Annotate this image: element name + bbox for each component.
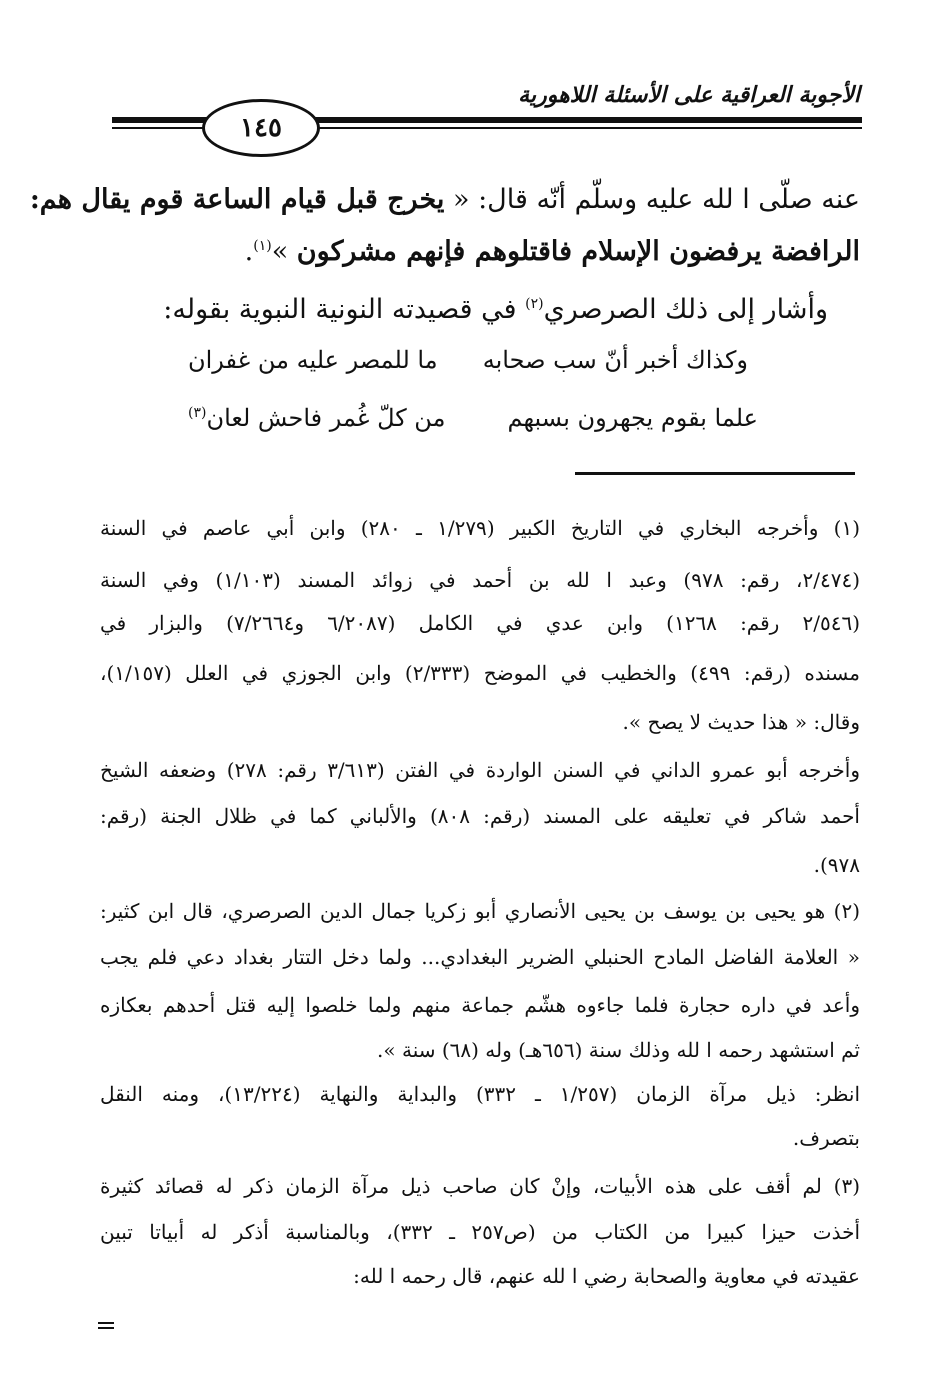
footnote-1-line: وأخرجه أبو عمرو الداني في السنن الواردة في الفتن (٣/٦١٣ رقم: ٢٧٨) وضعفه الشيخ bbox=[100, 758, 860, 782]
verse-line-1 bbox=[168, 346, 788, 386]
footnote-2-line: بتصرف. bbox=[792, 1126, 860, 1150]
quote-close: » bbox=[271, 236, 297, 267]
footnote-ref: (٢) bbox=[525, 296, 544, 312]
period: . bbox=[244, 236, 254, 267]
footnote-1-line: (٢/٤٧٤، رقم: ٩٧٨) وعبد ا لله بن أحمد في زوائد المسند (١/١٠٣) وفي السنة bbox=[100, 568, 861, 592]
footnote-2-line: « العلامة الفاضل المادح الحنبلي الضرير البغدادي... ولما دخل التتار بغداد دعي فلم يجب bbox=[100, 945, 860, 969]
verse-line-2 bbox=[168, 404, 788, 444]
footnote-2-line: وأعد في داره حجارة فلما جاءوه هشّم جماعة منهم ولما خلصوا إليه قتل أحدهم بعكازه bbox=[100, 993, 860, 1017]
running-title: الأجوبة العراقية على الأسئلة اللاهورية bbox=[518, 82, 860, 108]
footnote-ref: (٣) bbox=[188, 405, 207, 421]
page-number: ١٤٥ bbox=[202, 99, 320, 157]
verse-second-hemistich-wrap bbox=[188, 404, 445, 432]
footnote-1-line: (٢/٥٤٦ رقم: ١٢٦٨) وابن عدي في الكامل (٦/٢٠٨٧ و٧/٢٦٦٤) والبزار في bbox=[100, 611, 861, 635]
footnote-3-line: عقيدته في معاوية والصحابة رضي ا لله عنهم، قال رحمه ا لله: bbox=[353, 1264, 860, 1288]
hadith-text: الرافضة يرفضون الإسلام فاقتلوهم فإنهم مشركون bbox=[296, 236, 860, 267]
footnote-1-line: مسنده (رقم: ٤٩٩) والخطيب في الموضح (٢/٣٣٣) وابن الجوزي في العلل (١/١٥٧)، bbox=[100, 661, 860, 685]
footnote-1-line: (١) وأخرجه البخاري في التاريخ الكبير (١/٢٧٩ ـ ٢٨٠) وابن أبي عاصم في السنة bbox=[100, 516, 860, 540]
verse-first-hemistich: علما بقوم يجهرون بسبهم bbox=[507, 404, 758, 432]
body-line-1 bbox=[29, 180, 860, 220]
body-text: في قصيدته النونية النبوية بقوله: bbox=[163, 294, 526, 325]
footnote-separator bbox=[575, 472, 855, 475]
body-text: وأشار إلى ذلك الصرصري bbox=[543, 294, 828, 325]
verse-second-hemistich: من كلّ غُمر فاحش لعان bbox=[206, 404, 446, 432]
footnote-ref: (١) bbox=[253, 238, 272, 254]
body-line-3 bbox=[108, 290, 828, 330]
footnote-2-line: (٢) هو يحيى بن يوسف بن يحيى الأنصاري أبو زكريا جمال الدين الصرصري، قال ابن كثير: bbox=[100, 899, 860, 923]
footnote-1-line: وقال: « هذا حديث لا يصح ». bbox=[622, 710, 860, 734]
footnote-1-line: ٩٧٨). bbox=[813, 853, 860, 877]
body-text: عنه صلّى ا لله عليه وسلّم أنّه قال: « bbox=[444, 184, 860, 215]
continuation-mark bbox=[98, 1322, 114, 1332]
footnote-3-line: (٣) لم أقف على هذه الأبيات، وإنْ كان صاحب ذيل مرآة الزمان ذكر له قصائد كثيرة bbox=[100, 1174, 861, 1198]
hadith-text: يخرج قبل قيام الساعة قوم يقال هم: bbox=[29, 184, 445, 215]
verse-second-hemistich: ما للمصر عليه من غفران bbox=[188, 346, 438, 374]
footnote-3-line: أخذت حيزا كبيرا من الكتاب من (ص٢٥٧ ـ ٣٣٢)، وبالمناسبة أذكر له أبياتا تبين bbox=[100, 1220, 861, 1244]
verse-first-hemistich: وكذاك أخبر أنّ سب صحابه bbox=[482, 346, 748, 374]
footnote-1-line: أحمد شاكر في تعليقه على المسند (رقم: ٨٠٨) والألباني كما في ظلال الجنة (رقم: bbox=[100, 804, 860, 828]
body-line-2 bbox=[100, 232, 860, 272]
footnote-2-line: انظر: ذيل مرآة الزمان (١/٢٥٧ ـ ٣٣٢) والبداية والنهاية (١٣/٢٢٤)، ومنه النقل bbox=[100, 1082, 861, 1106]
footnote-2-line: ثم استشهد رحمه ا لله وذلك سنة (٦٥٦هـ) وله (٦٨) سنة ». bbox=[377, 1038, 860, 1062]
